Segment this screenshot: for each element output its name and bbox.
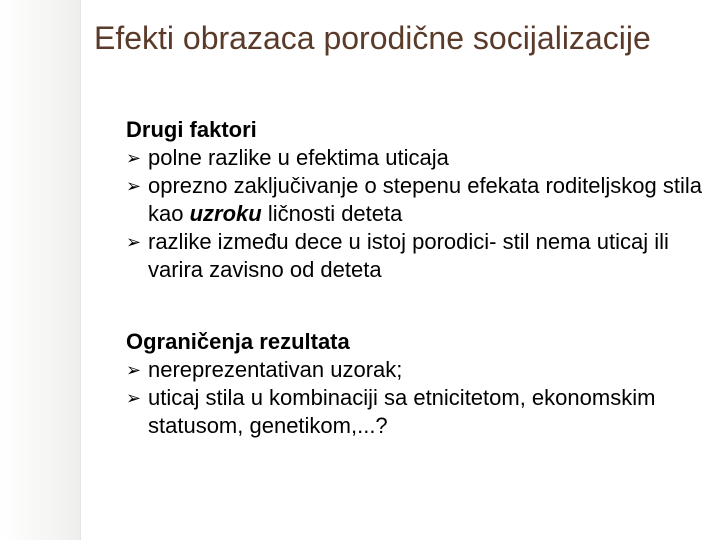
arrow-bullet-icon: ➢	[126, 388, 142, 408]
section-spacer	[126, 284, 706, 328]
bullet-item	[126, 384, 706, 440]
bullet-text: nereprezentativan uzorak;	[148, 357, 403, 382]
bullet-item	[126, 172, 706, 228]
arrow-bullet-icon: ➢	[126, 360, 142, 380]
section-drugi-faktori	[126, 116, 706, 284]
bullet-text-tail: ličnosti deteta	[261, 201, 403, 226]
bullet-text: uticaj stila u kombinaciji sa etnicitetom, ekonomskim statusom, genetikom,...?	[148, 385, 656, 438]
bullet-item	[126, 144, 706, 172]
bullet-item	[126, 228, 706, 284]
arrow-bullet-icon: ➢	[126, 148, 142, 168]
bullet-text: oprezno zaključivanje o stepenu efekata roditeljskog stila kao	[148, 173, 702, 226]
arrow-bullet-icon: ➢	[126, 176, 142, 196]
bullet-item	[126, 356, 706, 384]
left-decorative-bar	[0, 0, 81, 540]
bullet-text: razlike između dece u istoj porodici- stil nema uticaj ili varira zavisno od deteta	[148, 229, 669, 282]
bullet-text: polne razlike u efektima uticaja	[148, 145, 449, 170]
section-heading: Drugi faktori	[126, 117, 257, 142]
section-ogranicenja	[126, 328, 706, 440]
section-heading: Ograničenja rezultata	[126, 329, 350, 354]
slide-content	[126, 116, 706, 440]
bullet-emphasis: uzroku	[189, 201, 262, 226]
slide-title: Efekti obrazaca porodične socijalizacije	[94, 20, 651, 56]
arrow-bullet-icon: ➢	[126, 232, 142, 252]
